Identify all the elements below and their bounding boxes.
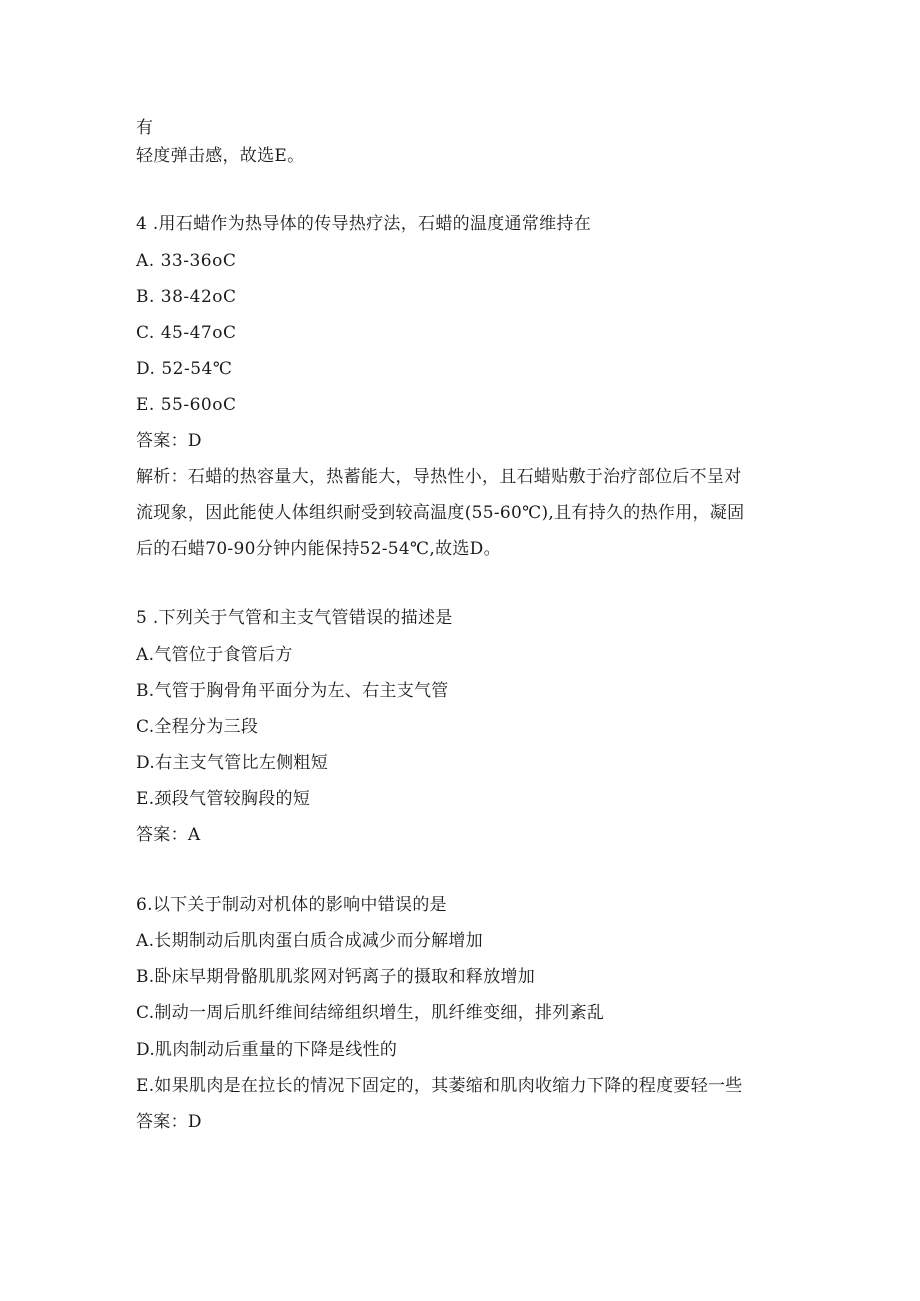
q6-option-a: A.长期制动后肌肉蛋白质合成减少而分解增加	[136, 931, 483, 951]
q6-answer: 答案：D	[136, 1112, 202, 1132]
q5-option-c: C.全程分为三段	[136, 717, 259, 737]
q5-stem: 5 .下列关于气管和主支气管错误的描述是	[136, 608, 453, 628]
q6-option-d: D.肌肉制动后重量的下降是线性的	[136, 1040, 398, 1060]
q6-option-e: E.如果肌肉是在拉长的情况下固定的，其萎缩和肌肉收缩力下降的程度要轻一些	[136, 1076, 743, 1096]
q5-option-e: E.颈段气管较胸段的短	[136, 789, 311, 809]
q4-analysis-line-2: 流现象，因此能使人体组织耐受到较高温度(55-60℃),且有持久的热作用，凝固	[136, 503, 745, 523]
q6-option-c: C.制动一周后肌纤维间结缔组织增生，肌纤维变细，排列紊乱	[136, 1003, 605, 1023]
q4-option-c: C. 45-47oC	[136, 323, 237, 343]
q5-option-a: A.气管位于食管后方	[136, 645, 293, 665]
q6-stem: 6.以下关于制动对机体的影响中错误的是	[136, 895, 447, 915]
q4-analysis-line-3: 后的石蜡70-90分钟内能保持52-54℃,故选D。	[136, 539, 501, 559]
q4-stem: 4 .用石蜡作为热导体的传导热疗法，石蜡的温度通常维持在	[136, 214, 592, 234]
q4-analysis-line-1: 解析：石蜡的热容量大，热蓄能大，导热性小，且石蜡贴敷于治疗部位后不呈对	[136, 467, 742, 487]
q5-answer: 答案：A	[136, 825, 201, 845]
q4-answer: 答案：D	[136, 431, 202, 451]
intro-line-1: 有	[136, 118, 154, 138]
q4-option-a: A. 33-36oC	[136, 251, 237, 271]
q5-option-b: B.气管于胸骨角平面分为左、右主支气管	[136, 681, 449, 701]
q4-option-d: D. 52-54℃	[136, 359, 233, 379]
q4-option-e: E. 55-60oC	[136, 395, 237, 415]
intro-line-2: 轻度弹击感，故选E。	[136, 146, 305, 166]
q5-option-d: D.右主支气管比左侧粗短	[136, 753, 329, 773]
q6-option-b: B.卧床早期骨骼肌肌浆网对钙离子的摄取和释放增加	[136, 967, 536, 987]
q4-option-b: B. 38-42oC	[136, 287, 237, 307]
